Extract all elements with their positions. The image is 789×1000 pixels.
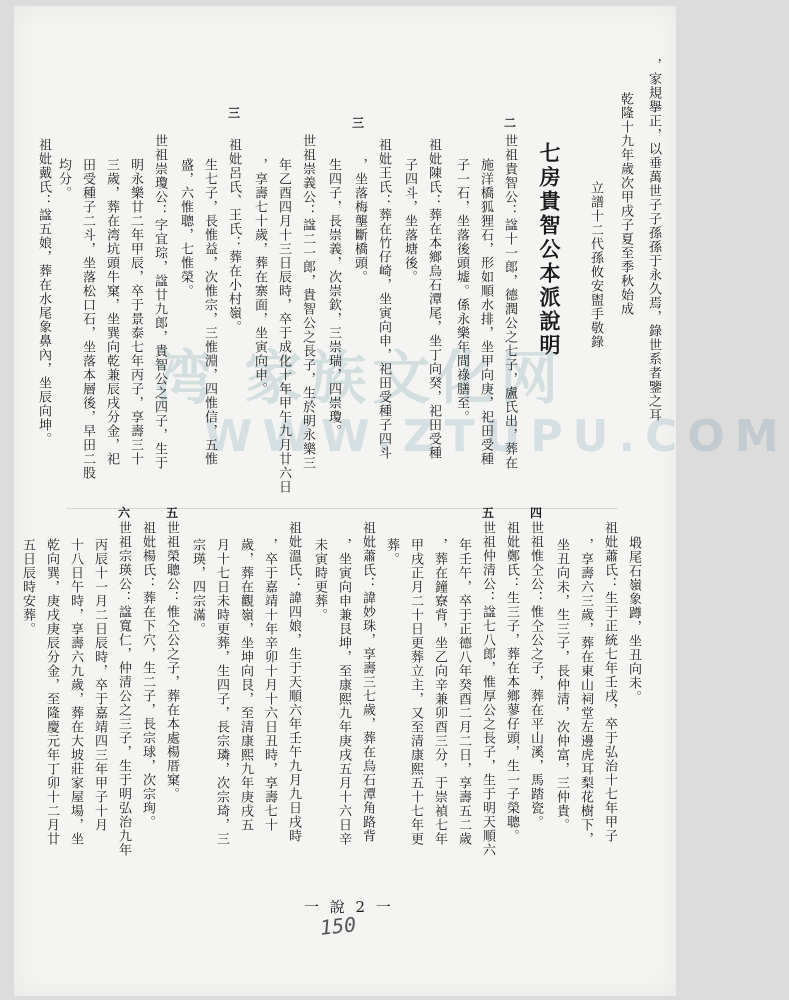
text-column: 三歲，葬在湾坑頭牛窠，坐巽向乾兼辰戌分金，祀 [104,158,119,466]
generation-number: 二 [504,116,517,130]
text-column: 葬。 [384,538,399,566]
text-column: ，享壽六三歲，葬在東山祠堂左邊虎耳梨花樹下， [578,538,593,846]
text-column: 年壬午，卒于正德八年癸酉二月二日，享壽五二歲 [456,538,471,846]
text-column: 世祖貴智公：諡十一郎，德潤公之七子，盧氏出，葬在 [502,134,517,470]
section-title: 七房貴智公本派說明 [537,142,562,358]
generation-number: 五 [166,506,179,520]
handwritten-number: 150 [318,912,358,940]
intro-line-3: 立譜十二代孫攸安盥手敬錄 [588,181,603,349]
text-column: 歲，葬在觀嶺，坐坤向艮，至清康熙九年庚戌五 [238,538,253,832]
text-column: 甲戌正月二十日更葬立主，又至清康熙五十七年更 [408,538,423,846]
text-column: ，卒于嘉靖十年辛卯十月十六日丑時，享壽七十 [262,538,277,832]
text-column: 乾向巽，庚戌庚辰分金，至隆慶元年丁卯十二月廿 [44,538,59,846]
text-column: 祖妣呂氏、王氏：葬在小村嶺。 [226,138,241,334]
text-column: 祖妣陳氏：葬在本鄉烏石潭尾，坐丁向癸，祀田受種 [426,138,441,460]
text-column: 祖妣戴氏：諡五娘，葬在水尾象鼻內，坐辰向坤。 [36,138,51,446]
generation-number: 三 [352,116,365,130]
text-column: ，坐落梅壟斷橋頭。 [352,158,367,284]
text-column: ，坐寅向申兼艮坤，至康熙九年庚戌五月十六日辛 [336,538,351,846]
text-column: 生七子，長惟益，次惟宗，三惟淵，四惟信，五惟 [202,158,217,466]
text-column: 未寅時更葬。 [312,538,327,622]
watermark-cn: 湾 家族文化网 [154,344,565,412]
text-column: 月十七日未時更葬，生四子，長宗璘，次宗琦，三 [214,538,229,846]
text-column: 祖妣溫氏：諱四娘，生于天順六年壬午九月九日戌時 [286,521,301,843]
text-column: 田受種子二斗，坐落松口石，坐落本層後，早田二股 [80,158,95,480]
text-column: 生四子，長崇義，次崇欽，三崇瑞，四崇瓊。 [326,158,341,438]
text-column: 五日辰時安葬。 [20,538,35,636]
generation-number: 四 [530,506,543,520]
watermark-en: WWW.ZTUPU.COM [204,411,789,462]
text-column: 盛，六惟聰，七惟榮。 [178,158,193,298]
text-column: 祖妣王氏：葬在竹仔崎，坐寅向申，祀田受種子四斗 [376,138,391,460]
document-page [14,6,789,996]
text-column: 均分。 [56,158,71,200]
text-column: 世祖榮聰公：惟仝公之子，葬在本處楊厝窠。 [164,521,179,801]
text-column: 宗瑛，四宗滿。 [190,538,205,636]
generation-number: 三 [228,106,241,120]
text-column: 子四斗，坐落塘後。 [402,158,417,284]
text-column: 世祖崇瓊公：字宜琮，諡廿九郎，貴智公之四子，生于 [152,134,167,470]
text-column: 坐丑向未，生三子，長仲清，次仲富，三仲貴。 [554,538,569,832]
text-column: 祖妣楊氏：葬在下穴，生二子，長宗球，次宗珣。 [140,521,155,829]
text-column: 世祖宗瑛公：諡寬仁，仲清公之三子，生于明弘治九年 [116,521,131,857]
text-column: 世祖惟仝公：惟仝公之子，葬在平山溪，馬踏瓷。 [528,521,543,829]
text-column: ，享壽七十歲，葬在寨面，坐寅向申。 [252,158,267,396]
text-column: 子一石，坐落後頭墟。係永樂年間祿膳至。 [454,158,469,424]
text-column: 年乙酉四月十三日辰時，卒于成化十年甲午九月廿六日 [276,158,291,494]
text-column: 丙辰十一月二日辰時，卒于嘉靖四三年甲子十月 [92,538,107,832]
text-column: 祖妣鄭氏：生三子，葬在本鄉蓼仔頭，生一子榮聰。 [504,521,519,843]
text-column: 世祖崇義公：諡二一郎，貴智公之長子，生於明永樂三 [300,134,315,470]
text-column: 世祖仲清公：諡七八郎，惟厚公之長子，生于明天順六 [480,521,495,857]
text-column: 祖妣蕭氏：生于正統七年壬戌，卒于弘治十七年甲子 [602,521,617,843]
intro-line-2: 乾隆十九年歲次甲戌子夏至季秋始成 [618,92,633,316]
text-column: 十八日午時，享壽六九歲，葬在大坡莊家屋場，坐 [68,538,83,846]
generation-number: 六 [118,506,131,520]
text-column: 施洋橋狐狸石，形如順水排，坐甲向庚，祀田受種 [478,158,493,466]
text-column: 明永樂廿二年甲辰，卒于景泰七年丙子，享壽三十 [128,158,143,466]
generation-number: 五 [482,506,495,520]
text-column: 塅尾石嶺象蹲，坐丑向未。 [626,536,641,704]
text-column: ，葬在鐘寮背，坐乙向辛兼卯酉三分，于崇禎七年 [432,538,447,846]
text-column: 祖妣蕭氏：諱妙珠，享壽三七歲，葬在烏石潭角路背 [360,521,375,843]
page-number: 一 說 2 一 [304,898,394,916]
intro-line-1: ，家規擧正，以垂萬世子子孫孫于永久焉，錄世系者鑒之耳 [646,58,661,422]
